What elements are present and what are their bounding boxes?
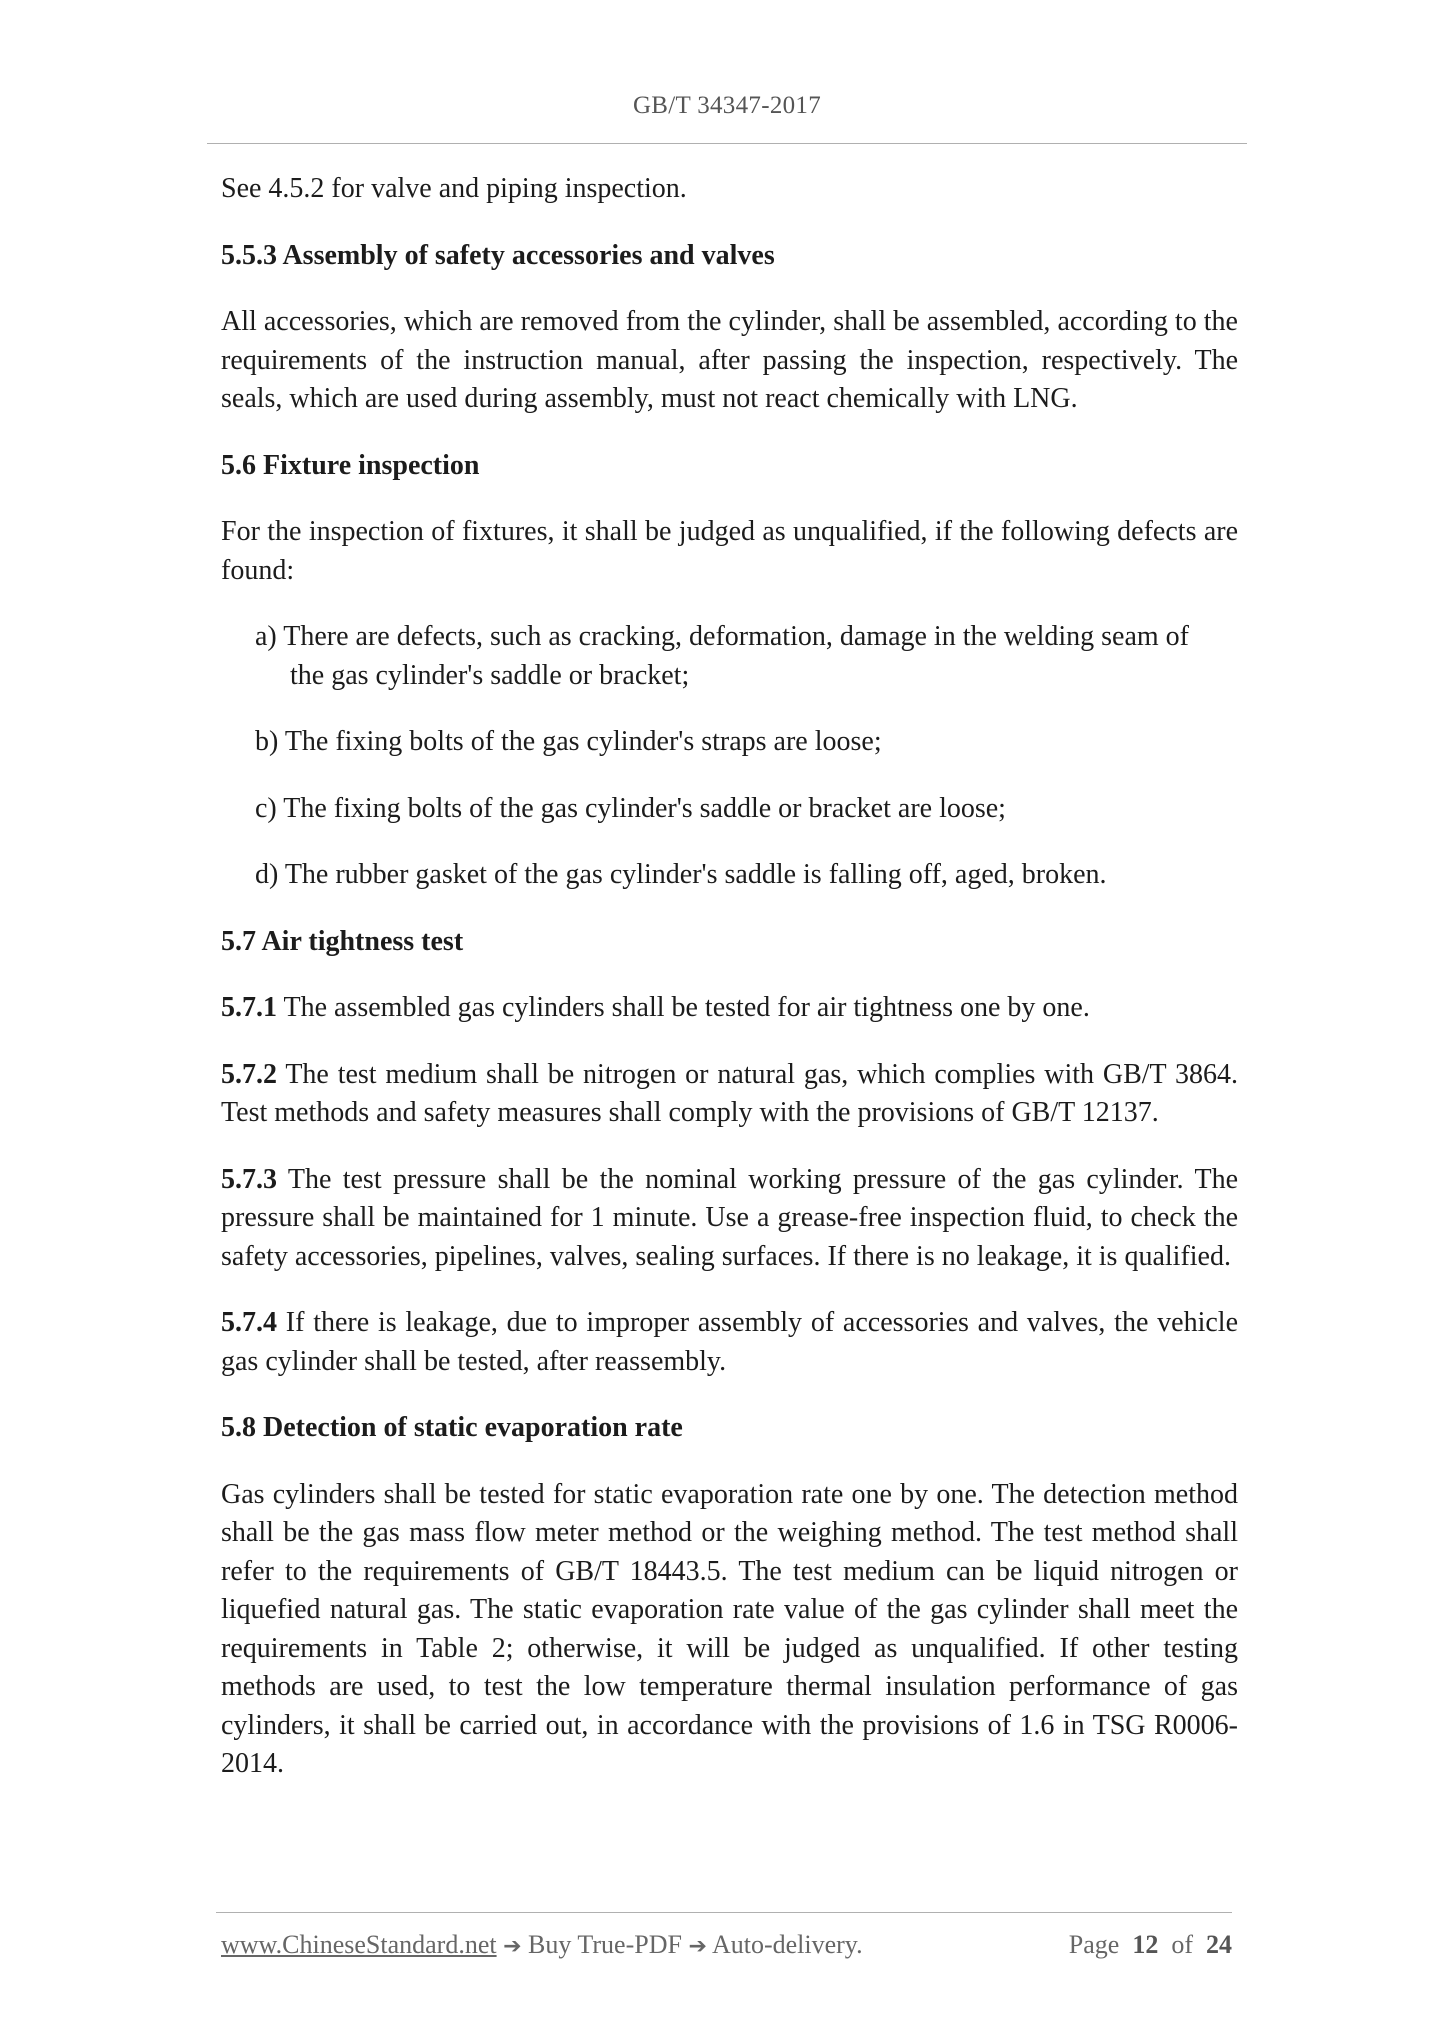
site-link[interactable]: www.ChineseStandard.net <box>221 1930 497 1959</box>
document-id: GB/T 34347-2017 <box>632 92 822 119</box>
arrow-right-icon: ➔ <box>503 1934 522 1959</box>
clause-5-7-4 <box>221 1304 1238 1381</box>
of-label: of <box>1171 1930 1193 1959</box>
clause-text: The test medium shall be nitrogen or natural gas, which complies with GB/T 3864. Test methods and safety measures shall comply with the provisions of GB/T 12137. <box>221 1058 1238 1128</box>
clause-text: The assembled gas cylinders shall be tested for air tightness one by one. <box>277 992 1090 1023</box>
list-item-d: d) The rubber gasket of the gas cylinder's saddle is falling off, aged, broken. <box>255 859 1107 890</box>
clause-number: 5.7.2 <box>221 1058 277 1090</box>
clause-text: If there is leakage, due to improper assembly of accessories and valves, the vehicle gas cylinder shall be tested, after reassembly. <box>221 1307 1238 1377</box>
paragraph-5-8: Gas cylinders shall be tested for static evaporation rate one by one. The detection method shall be the gas mass flow meter method or the weighing method. The test method shall refer to the requirements of GB/T 18443.5. The test medium can be liquid nitrogen or liquefied natural gas. The static evaporation rate value of the gas cylinder shall meet the requirements in Table 2; otherwise, it will be judged as unqualified. If other testing methods are used, to test the low temperature thermal insulation performance of gas cylinders, it shall be carried out, in accordance with the provisions of 1.6 in TSG R0006-2014. <box>221 1478 1238 1779</box>
paragraph-5-5-3: All accessories, which are removed from the cylinder, shall be assembled, according to the requirements of the instruction manual, after passing the inspection, respectively. The seals, which are used during assembly, must not react chemically with LNG. <box>221 306 1238 414</box>
clause-5-7-3 <box>221 1161 1238 1277</box>
list-item-c: c) The fixing bolts of the gas cylinder's saddle or bracket are loose; <box>255 792 1006 824</box>
section-heading-5-7: 5.7 Air tightness test <box>221 925 464 957</box>
clause-number: 5.7.3 <box>221 1163 277 1195</box>
list-item-a-line2: the gas cylinder's saddle or bracket; <box>290 659 690 691</box>
page-label: Page <box>1068 1930 1120 1959</box>
section-heading-5-8: 5.8 Detection of static evaporation rate <box>221 1412 683 1443</box>
document-body <box>221 170 1238 1784</box>
clause-number: 5.7.1 <box>221 992 277 1023</box>
total-pages: 24 <box>1206 1930 1232 1959</box>
clause-5-7-2 <box>221 1056 1238 1133</box>
list-item-b: b) The fixing bolts of the gas cylinder's straps are loose; <box>255 726 882 757</box>
footer-promo <box>221 1930 863 1960</box>
page-number <box>1069 1930 1232 1960</box>
section-heading-5-5-3: 5.5.3 Assembly of safety accessories and valves <box>221 239 775 271</box>
list-item-a <box>221 618 1238 695</box>
paragraph-5-6: For the inspection of fixtures, it shall be judged as unqualified, if the following defects are found: <box>221 516 1238 586</box>
clause-text: The test pressure shall be the nominal working pressure of the gas cylinder. The pressure shall be maintained for 1 minute. Use a grease-free inspection fluid, to check the safety accessories, pipelines, valves, sealing surfaces. If there is no leakage, it is qualified. <box>221 1163 1238 1272</box>
clause-5-7-1 <box>221 989 1238 1028</box>
auto-delivery-text: Auto-delivery. <box>711 1930 863 1959</box>
footer-divider <box>216 1912 1232 1913</box>
header-divider <box>207 143 1247 144</box>
clause-number: 5.7.4 <box>221 1307 277 1338</box>
page-header <box>207 92 1247 120</box>
list-item-a-line1: a) There are defects, such as cracking, deformation, damage in the welding seam of <box>255 621 1189 652</box>
buy-pdf-link[interactable]: Buy True-PDF <box>528 1930 682 1959</box>
current-page: 12 <box>1132 1930 1159 1959</box>
section-heading-5-6: 5.6 Fixture inspection <box>221 449 480 481</box>
arrow-right-icon: ➔ <box>688 1934 707 1959</box>
intro-paragraph: See 4.5.2 for valve and piping inspection. <box>221 173 687 204</box>
